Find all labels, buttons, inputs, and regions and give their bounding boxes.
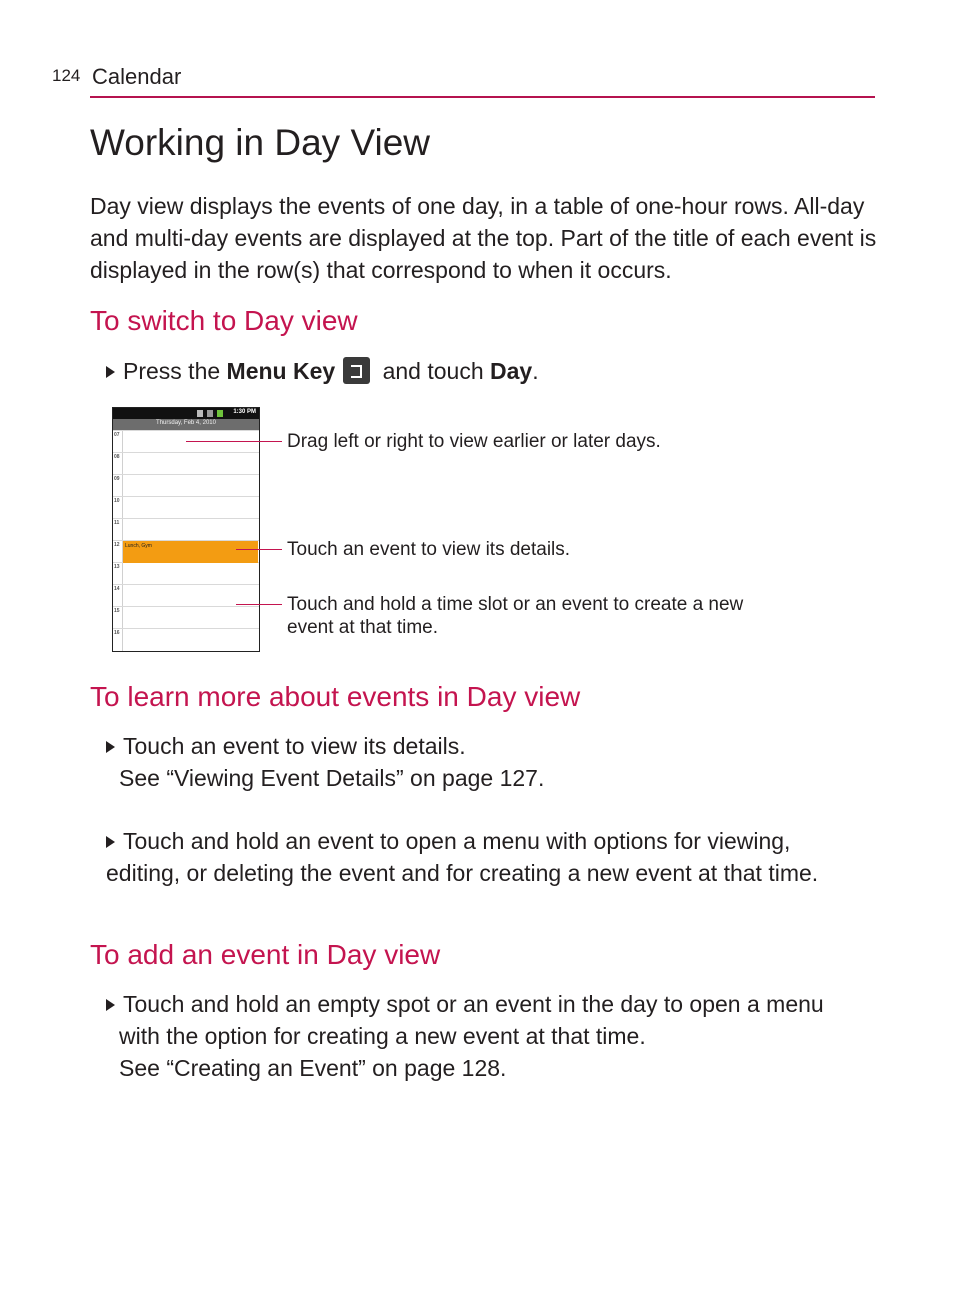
bullet-add-1 [106,988,824,1084]
bullet-text: Touch an event to view its details. [123,733,466,759]
section-name: Calendar [92,64,182,89]
page-header [52,64,875,100]
hour-row[interactable] [113,606,259,629]
hour-label: 13 [114,564,120,570]
hour-row[interactable] [113,452,259,475]
event-title: Lunch, Gym [125,543,152,549]
page-number: 124 [52,66,81,85]
status-bar [113,408,259,419]
page-title: Working in Day View [90,122,430,163]
heading-learn-more: To learn more about events in Day view [90,681,581,712]
bullet-arrow-icon [106,836,115,848]
hour-label: 15 [114,608,120,614]
callout-touch-event: Touch an event to view its details. [287,539,571,560]
calendar-event[interactable] [123,541,258,563]
bullet-learn-1 [106,730,544,794]
cross-reference: See “Creating an Event” on page 128. [119,1055,507,1081]
heading-switch-day-view: To switch to Day view [90,305,358,336]
header-rule [90,96,875,98]
intro-paragraph: Day view displays the events of one day, in a table of one-hour rows. All-day and multi-day events are displayed at the top. Part of the title of each event is displayed in the row(s) that correspond to when it occurs. [90,193,877,283]
menu-key-icon [343,357,370,384]
notification-icon [197,410,203,417]
day-header[interactable] [113,419,259,430]
signal-icon [207,410,213,417]
bullet-learn-2 [106,825,866,889]
bullet-arrow-icon [106,366,115,378]
bullet-arrow-icon [106,999,115,1011]
bullet-text: Press the [123,358,227,384]
cross-reference: See “Viewing Event Details” on page 127. [119,765,545,791]
hour-row[interactable] [113,562,259,585]
hour-label: 08 [114,454,120,460]
callout-line [236,604,282,605]
hour-label: 07 [114,432,120,438]
hour-label: 14 [114,586,120,592]
menu-key-label: Menu Key [226,358,336,384]
day-date: Thursday, Feb 4, 2010 [156,420,216,426]
battery-icon [217,410,223,417]
callout-drag: Drag left or right to view earlier or later days. [287,431,661,452]
bullet-switch [106,355,539,387]
hour-row[interactable] [113,474,259,497]
callout-line [186,441,282,442]
hour-label: 12 [114,542,120,548]
bullet-text: with the option for creating a new event at that time. [119,1023,646,1049]
hour-label: 16 [114,630,120,636]
bullet-text: Touch and hold an empty spot or an event in the day to open a menu [123,991,824,1017]
hour-label: 09 [114,476,120,482]
callout-line [236,549,282,550]
day-view-screenshot [112,407,260,652]
hour-label: 10 [114,498,120,504]
status-time: 1:30 PM [233,409,256,415]
hour-row[interactable] [113,518,259,541]
bullet-arrow-icon [106,741,115,753]
hour-row[interactable] [113,496,259,519]
hour-row[interactable] [113,628,259,651]
day-label: Day [490,358,533,384]
callout-touch-hold: Touch and hold a time slot or an event to create a new event at that time. [287,594,744,638]
hour-label: 11 [114,520,120,526]
bullet-text: and touch [376,358,490,384]
bullet-text: Touch and hold an event to open a menu with options for viewing, editing, or deleting the event and for creating a new event at that time. [106,828,819,886]
bullet-text: . [532,358,539,384]
heading-add-event: To add an event in Day view [90,939,441,970]
